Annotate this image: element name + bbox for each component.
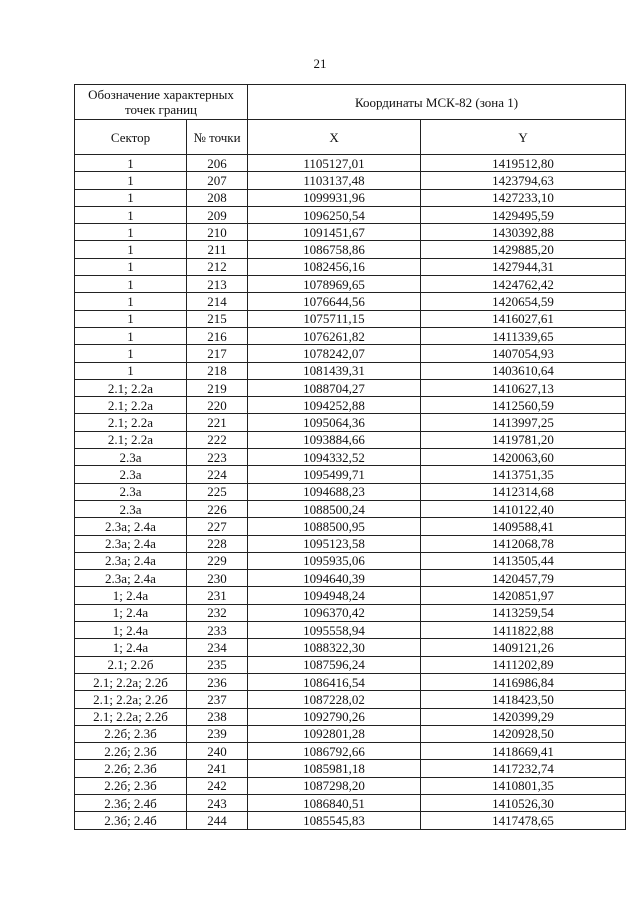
cell-sector: 1; 2.4а: [75, 639, 187, 656]
cell-sector: 1: [75, 293, 187, 310]
cell-point-number: 231: [187, 587, 248, 604]
cell-point-number: 240: [187, 743, 248, 760]
cell-point-number: 235: [187, 656, 248, 673]
cell-y: 1413751,35: [421, 466, 626, 483]
page-number: 21: [313, 56, 327, 71]
table-row: [75, 622, 626, 639]
cell-x: 1093884,66: [248, 431, 421, 448]
table-row: [75, 604, 626, 621]
cell-x: 1076644,56: [248, 293, 421, 310]
cell-point-number: 243: [187, 794, 248, 811]
cell-x: 1095558,94: [248, 622, 421, 639]
cell-sector: 2.3а: [75, 449, 187, 466]
cell-x: 1088704,27: [248, 379, 421, 396]
cell-x: 1095064,36: [248, 414, 421, 431]
table-row: [75, 345, 626, 362]
table-row: [75, 500, 626, 517]
cell-sector: 1: [75, 224, 187, 241]
table-row: [75, 224, 626, 241]
cell-point-number: 211: [187, 241, 248, 258]
cell-point-number: 213: [187, 276, 248, 293]
cell-y: 1407054,93: [421, 345, 626, 362]
cell-y: 1420063,60: [421, 449, 626, 466]
table-row: [75, 449, 626, 466]
cell-y: 1410627,13: [421, 379, 626, 396]
table-row: [75, 310, 626, 327]
table-row: [75, 743, 626, 760]
header-boundary-points: Обозначение характерных точек границ: [75, 85, 248, 120]
table-row: [75, 258, 626, 275]
cell-sector: 2.1; 2.2б: [75, 656, 187, 673]
cell-point-number: 232: [187, 604, 248, 621]
cell-sector: 2.2б; 2.3б: [75, 777, 187, 794]
table-row: [75, 760, 626, 777]
cell-x: 1086416,54: [248, 673, 421, 690]
cell-x: 1086792,66: [248, 743, 421, 760]
cell-sector: 2.3а: [75, 483, 187, 500]
cell-y: 1419512,80: [421, 155, 626, 172]
cell-y: 1429495,59: [421, 206, 626, 223]
cell-point-number: 217: [187, 345, 248, 362]
cell-y: 1409121,26: [421, 639, 626, 656]
cell-sector: 1: [75, 276, 187, 293]
cell-y: 1413259,54: [421, 604, 626, 621]
header-point-number: № точки: [187, 120, 248, 155]
cell-x: 1094252,88: [248, 397, 421, 414]
cell-x: 1092790,26: [248, 708, 421, 725]
cell-point-number: 218: [187, 362, 248, 379]
header-sector: Сектор: [75, 120, 187, 155]
cell-y: 1423794,63: [421, 172, 626, 189]
cell-point-number: 230: [187, 570, 248, 587]
cell-x: 1095123,58: [248, 535, 421, 552]
cell-y: 1412560,59: [421, 397, 626, 414]
cell-x: 1094688,23: [248, 483, 421, 500]
cell-point-number: 244: [187, 812, 248, 829]
cell-sector: 2.3б; 2.4б: [75, 812, 187, 829]
table-row: [75, 327, 626, 344]
cell-y: 1413505,44: [421, 552, 626, 569]
cell-x: 1078242,07: [248, 345, 421, 362]
table-row: [75, 397, 626, 414]
cell-sector: 1; 2.4а: [75, 622, 187, 639]
cell-sector: 2.1; 2.2а: [75, 431, 187, 448]
cell-x: 1085545,83: [248, 812, 421, 829]
cell-point-number: 236: [187, 673, 248, 690]
cell-sector: 2.3а; 2.4а: [75, 552, 187, 569]
cell-x: 1075711,15: [248, 310, 421, 327]
cell-y: 1413997,25: [421, 414, 626, 431]
table-row: [75, 293, 626, 310]
cell-sector: 2.3б; 2.4б: [75, 794, 187, 811]
table-row: [75, 708, 626, 725]
header-x: X: [248, 120, 421, 155]
cell-point-number: 219: [187, 379, 248, 396]
cell-y: 1409588,41: [421, 518, 626, 535]
cell-point-number: 208: [187, 189, 248, 206]
cell-point-number: 233: [187, 622, 248, 639]
table-row: [75, 431, 626, 448]
cell-sector: 1: [75, 258, 187, 275]
cell-point-number: 222: [187, 431, 248, 448]
cell-y: 1410801,35: [421, 777, 626, 794]
cell-y: 1417232,74: [421, 760, 626, 777]
table-row: [75, 570, 626, 587]
cell-x: 1096370,42: [248, 604, 421, 621]
cell-point-number: 223: [187, 449, 248, 466]
table-row: [75, 673, 626, 690]
cell-x: 1086758,86: [248, 241, 421, 258]
cell-point-number: 239: [187, 725, 248, 742]
table-row: [75, 189, 626, 206]
cell-point-number: 224: [187, 466, 248, 483]
cell-x: 1082456,16: [248, 258, 421, 275]
table-row: [75, 794, 626, 811]
cell-sector: 1: [75, 310, 187, 327]
table-row: [75, 691, 626, 708]
cell-point-number: 226: [187, 500, 248, 517]
table-row: [75, 155, 626, 172]
cell-x: 1088322,30: [248, 639, 421, 656]
cell-sector: 2.1; 2.2а: [75, 379, 187, 396]
cell-sector: 2.1; 2.2а; 2.2б: [75, 708, 187, 725]
table-row: [75, 725, 626, 742]
table-row: [75, 518, 626, 535]
cell-y: 1416986,84: [421, 673, 626, 690]
cell-point-number: 225: [187, 483, 248, 500]
cell-point-number: 242: [187, 777, 248, 794]
cell-x: 1088500,24: [248, 500, 421, 517]
header-coordinates: Координаты МСК-82 (зона 1): [248, 85, 626, 120]
table-row: [75, 172, 626, 189]
table-row: [75, 276, 626, 293]
table-row: [75, 656, 626, 673]
cell-sector: 1: [75, 206, 187, 223]
cell-y: 1416027,61: [421, 310, 626, 327]
table-row: [75, 535, 626, 552]
cell-y: 1419781,20: [421, 431, 626, 448]
cell-sector: 2.3а; 2.4а: [75, 570, 187, 587]
cell-sector: 2.1; 2.2а; 2.2б: [75, 691, 187, 708]
table-row: [75, 362, 626, 379]
header-y: Y: [421, 120, 626, 155]
cell-point-number: 229: [187, 552, 248, 569]
cell-sector: 1: [75, 362, 187, 379]
cell-x: 1092801,28: [248, 725, 421, 742]
cell-x: 1087298,20: [248, 777, 421, 794]
cell-point-number: 212: [187, 258, 248, 275]
cell-sector: 1: [75, 327, 187, 344]
cell-sector: 1; 2.4а: [75, 587, 187, 604]
cell-sector: 1: [75, 241, 187, 258]
cell-point-number: 215: [187, 310, 248, 327]
table-row: [75, 587, 626, 604]
cell-x: 1091451,67: [248, 224, 421, 241]
cell-y: 1410526,30: [421, 794, 626, 811]
cell-sector: 2.2б; 2.3б: [75, 725, 187, 742]
cell-x: 1103137,48: [248, 172, 421, 189]
cell-point-number: 221: [187, 414, 248, 431]
table-row: [75, 639, 626, 656]
cell-point-number: 220: [187, 397, 248, 414]
cell-y: 1430392,88: [421, 224, 626, 241]
table-row: [75, 483, 626, 500]
cell-y: 1411822,88: [421, 622, 626, 639]
cell-sector: 1: [75, 172, 187, 189]
cell-sector: 2.2б; 2.3б: [75, 760, 187, 777]
cell-x: 1088500,95: [248, 518, 421, 535]
cell-y: 1429885,20: [421, 241, 626, 258]
cell-y: 1420851,97: [421, 587, 626, 604]
table-row: [75, 379, 626, 396]
table-body: [75, 155, 626, 830]
cell-sector: 2.1; 2.2а; 2.2б: [75, 673, 187, 690]
cell-x: 1085981,18: [248, 760, 421, 777]
cell-y: 1403610,64: [421, 362, 626, 379]
cell-x: 1094332,52: [248, 449, 421, 466]
cell-x: 1087228,02: [248, 691, 421, 708]
cell-point-number: 206: [187, 155, 248, 172]
cell-y: 1410122,40: [421, 500, 626, 517]
cell-y: 1418423,50: [421, 691, 626, 708]
cell-sector: 1: [75, 155, 187, 172]
cell-x: 1081439,31: [248, 362, 421, 379]
cell-sector: 2.2б; 2.3б: [75, 743, 187, 760]
cell-y: 1420928,50: [421, 725, 626, 742]
table-row: [75, 777, 626, 794]
cell-y: 1420457,79: [421, 570, 626, 587]
cell-y: 1411339,65: [421, 327, 626, 344]
cell-point-number: 234: [187, 639, 248, 656]
cell-point-number: 237: [187, 691, 248, 708]
cell-x: 1105127,01: [248, 155, 421, 172]
cell-sector: 2.3а: [75, 500, 187, 517]
cell-point-number: 241: [187, 760, 248, 777]
cell-sector: 2.3а; 2.4а: [75, 535, 187, 552]
cell-y: 1420399,29: [421, 708, 626, 725]
cell-point-number: 214: [187, 293, 248, 310]
cell-point-number: 216: [187, 327, 248, 344]
cell-x: 1087596,24: [248, 656, 421, 673]
cell-sector: 2.1; 2.2а: [75, 397, 187, 414]
cell-sector: 1; 2.4а: [75, 604, 187, 621]
cell-x: 1095499,71: [248, 466, 421, 483]
cell-y: 1427233,10: [421, 189, 626, 206]
cell-x: 1094640,39: [248, 570, 421, 587]
cell-point-number: 228: [187, 535, 248, 552]
table-row: [75, 414, 626, 431]
cell-y: 1424762,42: [421, 276, 626, 293]
cell-x: 1076261,82: [248, 327, 421, 344]
cell-point-number: 227: [187, 518, 248, 535]
cell-y: 1411202,89: [421, 656, 626, 673]
table-row: [75, 206, 626, 223]
cell-point-number: 210: [187, 224, 248, 241]
cell-x: 1078969,65: [248, 276, 421, 293]
cell-x: 1086840,51: [248, 794, 421, 811]
cell-x: 1094948,24: [248, 587, 421, 604]
cell-sector: 2.3а: [75, 466, 187, 483]
cell-y: 1412314,68: [421, 483, 626, 500]
cell-y: 1427944,31: [421, 258, 626, 275]
cell-x: 1095935,06: [248, 552, 421, 569]
table-row: [75, 552, 626, 569]
cell-point-number: 209: [187, 206, 248, 223]
table-row: [75, 812, 626, 829]
cell-sector: 2.3а; 2.4а: [75, 518, 187, 535]
cell-sector: 2.1; 2.2а: [75, 414, 187, 431]
cell-y: 1418669,41: [421, 743, 626, 760]
table-row: [75, 466, 626, 483]
cell-y: 1417478,65: [421, 812, 626, 829]
cell-sector: 1: [75, 189, 187, 206]
table-row: [75, 241, 626, 258]
cell-y: 1420654,59: [421, 293, 626, 310]
cell-x: 1099931,96: [248, 189, 421, 206]
cell-x: 1096250,54: [248, 206, 421, 223]
cell-y: 1412068,78: [421, 535, 626, 552]
coordinates-table: [74, 84, 626, 830]
cell-sector: 1: [75, 345, 187, 362]
cell-point-number: 207: [187, 172, 248, 189]
cell-point-number: 238: [187, 708, 248, 725]
